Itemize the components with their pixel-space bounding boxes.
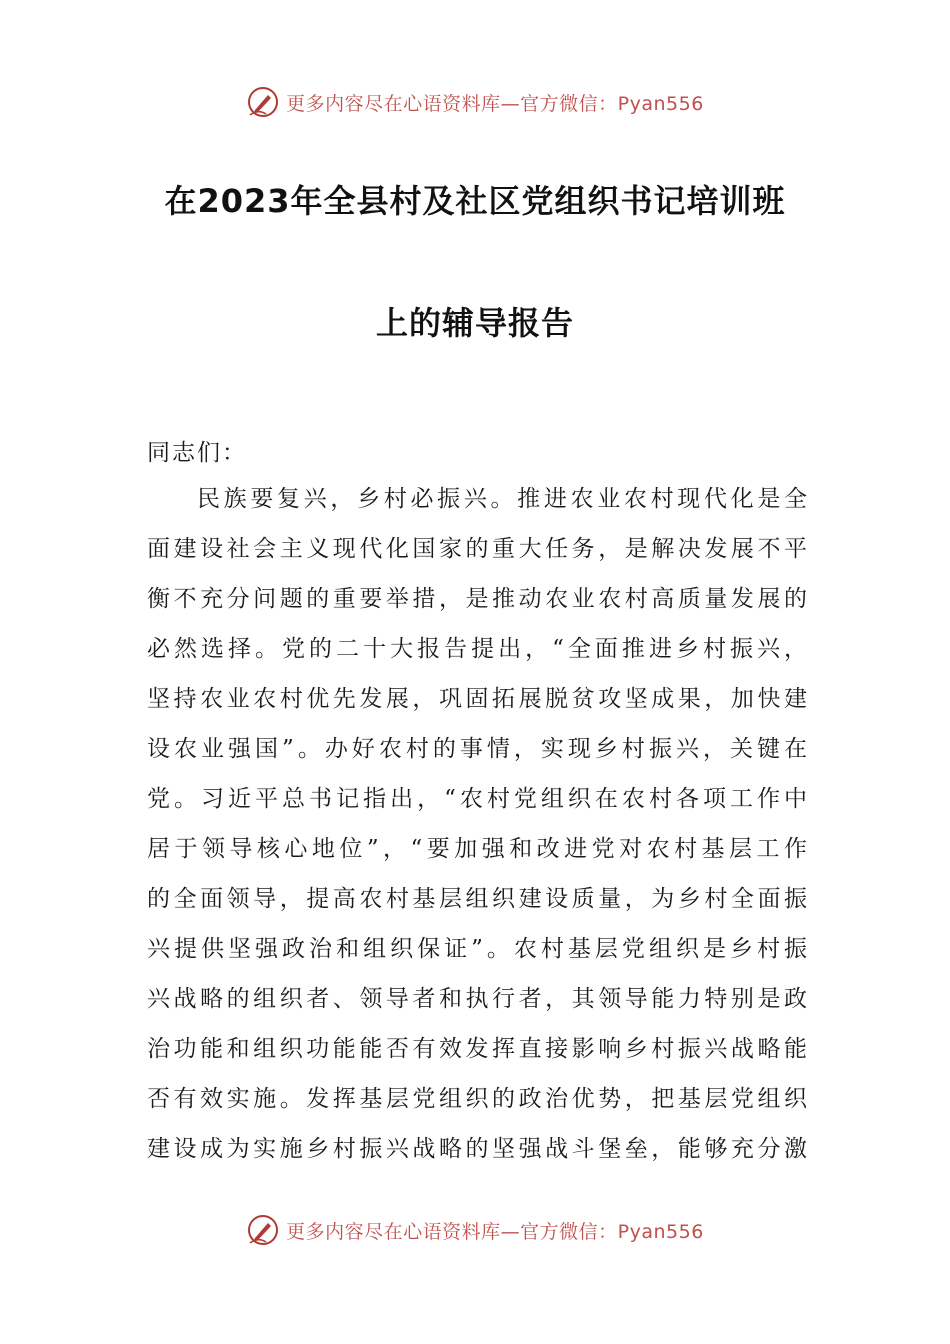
body-line: 否有效实施。发挥基层党组织的政治优势，把基层党组织 [147,1086,807,1112]
body-line: 衡不充分问题的重要举措，是推动农业农村高质量发展的 [147,586,807,612]
body-line: 必然选择。党的二十大报告提出，“全面推进乡村振兴， [147,636,807,662]
body-line: 面建设社会主义现代化国家的重大任务，是解决发展不平 [147,536,807,562]
body-line: 的全面领导，提高农村基层组织建设质量，为乡村全面振 [147,886,807,912]
body-line: 设农业强国”。办好农村的事情，实现乡村振兴，关键在 [147,736,807,762]
footer-banner-text: 更多内容尽在心语资料库—官方微信：Pyan556 [286,1220,704,1243]
body-line: 坚持农业农村优先发展，巩固拓展脱贫攻坚成果，加快建 [147,686,807,712]
salutation: 同志们： [147,440,247,466]
body-line: 治功能和组织功能能否有效发挥直接影响乡村振兴战略能 [147,1036,807,1062]
body-paragraph [147,474,807,1174]
document-title-line-1: 在2023年全县村及社区党组织书记培训班 [164,182,786,220]
footer-banner [0,1210,950,1250]
header-banner [0,82,950,122]
body-line: 兴战略的组织者、领导者和执行者，其领导能力特别是政 [147,986,807,1012]
header-banner-text: 更多内容尽在心语资料库—官方微信：Pyan556 [286,92,704,115]
document-title-line-2: 上的辅导报告 [375,304,574,342]
pen-logo-icon [246,1213,280,1247]
body-line: 建设成为实施乡村振兴战略的坚强战斗堡垒，能够充分激 [147,1136,807,1162]
body-line: 居于领导核心地位”，“要加强和改进党对农村基层工作 [147,836,807,862]
body-line: 党。习近平总书记指出，“农村党组织在农村各项工作中 [147,786,807,812]
body-line: 兴提供坚强政治和组织保证”。农村基层党组织是乡村振 [147,936,807,962]
pen-logo-icon [246,85,280,119]
body-line: 民族要复兴，乡村必振兴。推进农业农村现代化是全 [197,486,807,512]
